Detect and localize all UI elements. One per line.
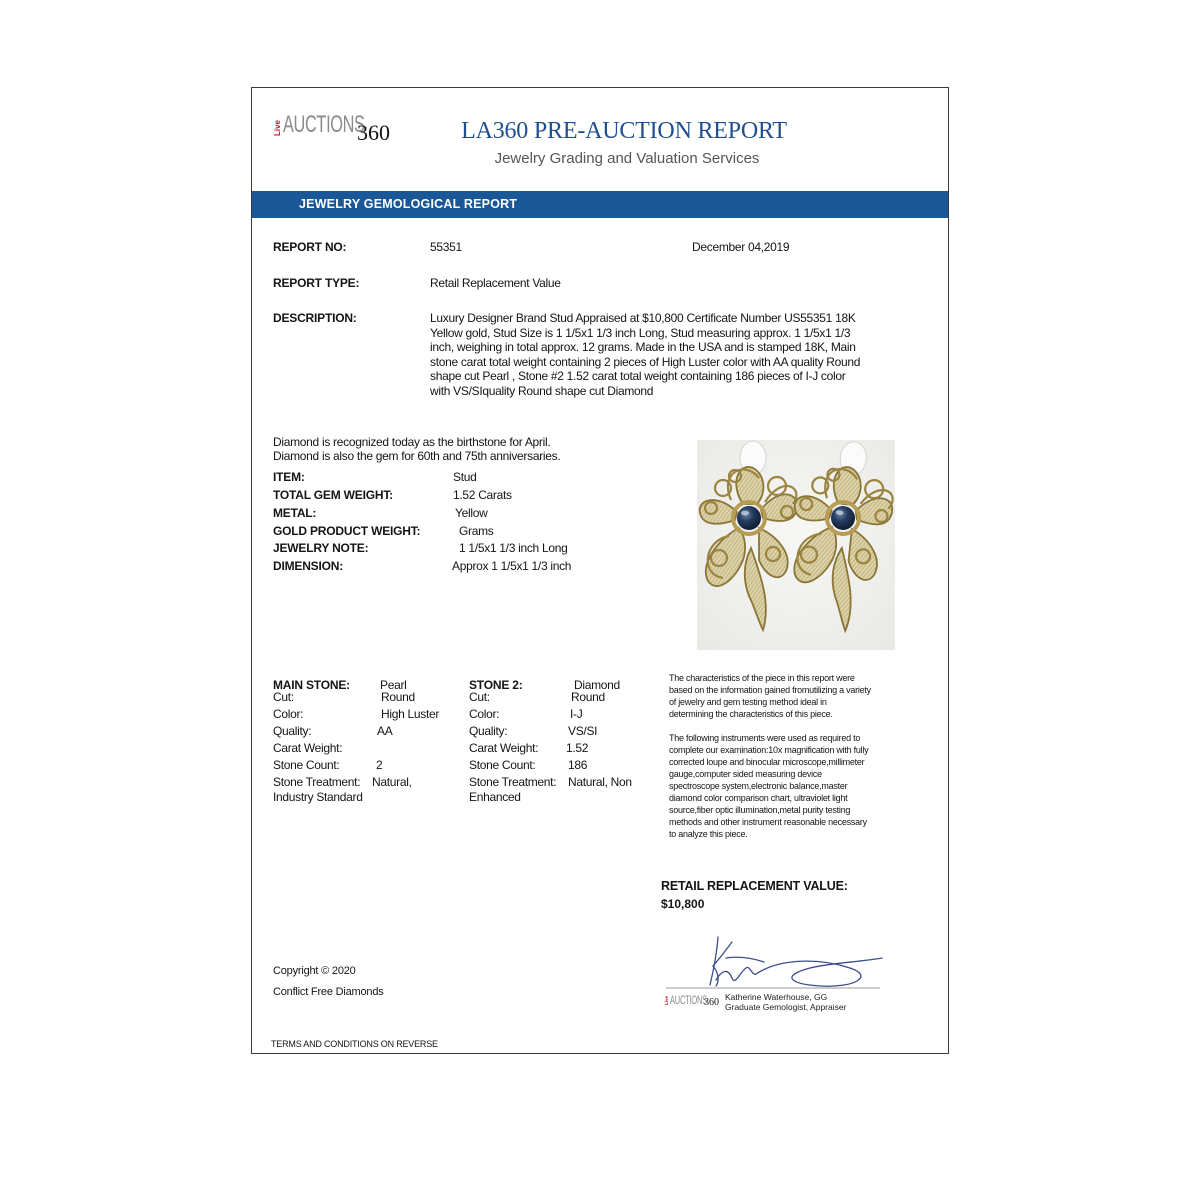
total-gem-weight-value: 1.52 Carats (453, 488, 512, 502)
stone2-quality-label: Quality: (469, 724, 508, 738)
stone2-heading: STONE 2: (469, 678, 523, 692)
description-line: with VS/SIquality Round shape cut Diamond (430, 383, 654, 398)
report-type: Retail Replacement Value (430, 276, 561, 290)
note-line: source,fiber optic illumination,metal purity testing (669, 805, 851, 815)
main-stone-color: High Luster (381, 707, 440, 721)
main-stone-color-label: Color: (273, 707, 304, 721)
terms-notice: TERMS AND CONDITIONS ON REVERSE (271, 1039, 438, 1049)
main-stone-name: Pearl (380, 678, 407, 692)
signature-strokes (710, 937, 882, 986)
main-stone-treatment: Natural, (372, 775, 412, 789)
main-stone-cut-label: Cut: (273, 690, 294, 704)
report-date: December 04,2019 (692, 240, 790, 254)
stone2-cut: Round (571, 690, 605, 704)
note-line: to analyze this piece. (669, 829, 748, 839)
note-line: gauge,computer sided measuring device (669, 769, 822, 779)
stone2-quality: VS/SI (568, 724, 598, 738)
description-line: shape cut Pearl , Stone #2 1.52 carat total weight containing 186 pieces of I-J color (430, 369, 846, 383)
metal-value: Yellow (455, 506, 488, 520)
stone2-count: 186 (568, 758, 588, 772)
characteristics-note (669, 672, 871, 720)
la360-logo (272, 112, 397, 146)
main-stone-quality: AA (377, 724, 393, 738)
logo-360-text: 360 (704, 997, 719, 1008)
note-line: corrected loupe and binocular microscope,millimeter (669, 757, 865, 767)
report-subtitle: Jewelry Grading and Valuation Services (494, 150, 760, 167)
stone2-color-label: Color: (469, 707, 500, 721)
logo-live-text: Live (273, 119, 283, 137)
main-stone-treatment-cont: Industry Standard (273, 790, 363, 804)
retail-value-label: RETAIL REPLACEMENT VALUE: (661, 879, 848, 893)
stone2-count-label: Stone Count: (469, 758, 536, 772)
report-title: LA360 PRE-AUCTION REPORT (461, 118, 787, 144)
dimension-value: Approx 1 1/5x1 1/3 inch (452, 559, 572, 573)
birthstone-note (273, 435, 560, 463)
retail-value-amount: $10,800 (661, 897, 705, 911)
dimension-label: DIMENSION: (273, 559, 344, 573)
note-line: spectroscope system,electronic balance,master (669, 781, 848, 791)
la360-small-logo (665, 993, 721, 1009)
stone2-name: Diamond (574, 678, 620, 692)
note-line: The characteristics of the piece in this report were (669, 673, 855, 683)
logo-360-text: 360 (357, 120, 390, 145)
note-line: diamond color comparison chart, ultraviolet light (669, 793, 848, 803)
copyright-text: Copyright © 2020 (273, 965, 356, 977)
logo-auctions-text: AUCTIONS (283, 111, 365, 138)
description-text (430, 311, 860, 398)
report-type-label: REPORT TYPE: (273, 276, 360, 290)
description-label: DESCRIPTION: (273, 311, 357, 325)
description-line: Yellow gold, Stud Size is 1 1/5x1 1/3 inch Long, Stud measuring approx. 1 1/5x1 1/3 (430, 325, 851, 340)
description-line: stone carat total weight containing 2 pieces of High Luster color with AA quality Round (430, 354, 861, 369)
main-stone-cut: Round (381, 690, 415, 704)
appraiser-signature (660, 928, 890, 992)
item-label: ITEM: (273, 470, 305, 484)
logo-live-text: Live (664, 995, 670, 1006)
main-stone-heading: MAIN STONE: (273, 678, 350, 692)
report-number-label: REPORT NO: (273, 240, 347, 254)
jewelry-note-value: 1 1/5x1 1/3 inch Long (459, 541, 568, 555)
conflict-free-text: Conflict Free Diamonds (273, 986, 384, 998)
total-gem-weight-label: TOTAL GEM WEIGHT: (273, 488, 393, 502)
stone2-treatment-label: Stone Treatment: (469, 775, 557, 789)
jewelry-note-label: JEWELRY NOTE: (273, 541, 369, 555)
logo-auctions-text: AUCTIONS (670, 993, 707, 1007)
main-stone-count-label: Stone Count: (273, 758, 340, 772)
stone2-treatment: Natural, Non (568, 775, 632, 789)
note-line: of jewelry and gem testing method ideal in (669, 697, 827, 707)
metal-label: METAL: (273, 506, 317, 520)
stone2-cut-label: Cut: (469, 690, 490, 704)
main-stone-count: 2 (376, 758, 383, 772)
description-line: inch, weighing in total approx. 12 grams. Made in the USA and is stamped 18K, Main (430, 340, 856, 354)
report-number: 55351 (430, 240, 462, 254)
description-line: Luxury Designer Brand Stud Appraised at $10,800 Certificate Number US55351 18K (430, 311, 856, 325)
main-stone-treatment-label: Stone Treatment: (273, 775, 361, 789)
stone2-treatment-cont: Enhanced (469, 790, 521, 804)
stone2-carat: 1.52 (566, 741, 589, 755)
section-band (252, 191, 948, 218)
signature-stroke (716, 967, 756, 980)
stone2-color: I-J (570, 707, 583, 721)
note-line: complete our examination:10x magnification with fully (669, 745, 869, 755)
signature-stroke (726, 957, 764, 962)
note-line: The following instruments were used as required to (669, 733, 861, 743)
note-line: methods and other instrument reasonable necessary (669, 817, 867, 827)
signature-stroke (756, 958, 882, 986)
main-stone-quality-label: Quality: (273, 724, 312, 738)
appraiser-title: Graduate Gemologist, Appraiser (725, 1002, 847, 1012)
appraiser-name: Katherine Waterhouse, GG (725, 992, 828, 1002)
birthstone-line: Diamond is recognized today as the birthstone for April. (273, 435, 551, 449)
note-line: based on the information gained fromutilizing a variety (669, 685, 871, 695)
stone2-carat-label: Carat Weight: (469, 741, 539, 755)
instruments-note (669, 732, 868, 840)
main-stone-carat-label: Carat Weight: (273, 741, 343, 755)
gold-weight-label: GOLD PRODUCT WEIGHT: (273, 524, 421, 538)
note-line: determining the characteristics of this piece. (669, 709, 833, 719)
item-value: Stud (453, 470, 477, 484)
gold-weight-value: Grams (459, 524, 494, 538)
earrings-photo (697, 440, 895, 650)
section-band-label: JEWELRY GEMOLOGICAL REPORT (299, 197, 518, 211)
birthstone-line: Diamond is also the gem for 60th and 75th anniversaries. (273, 449, 561, 463)
